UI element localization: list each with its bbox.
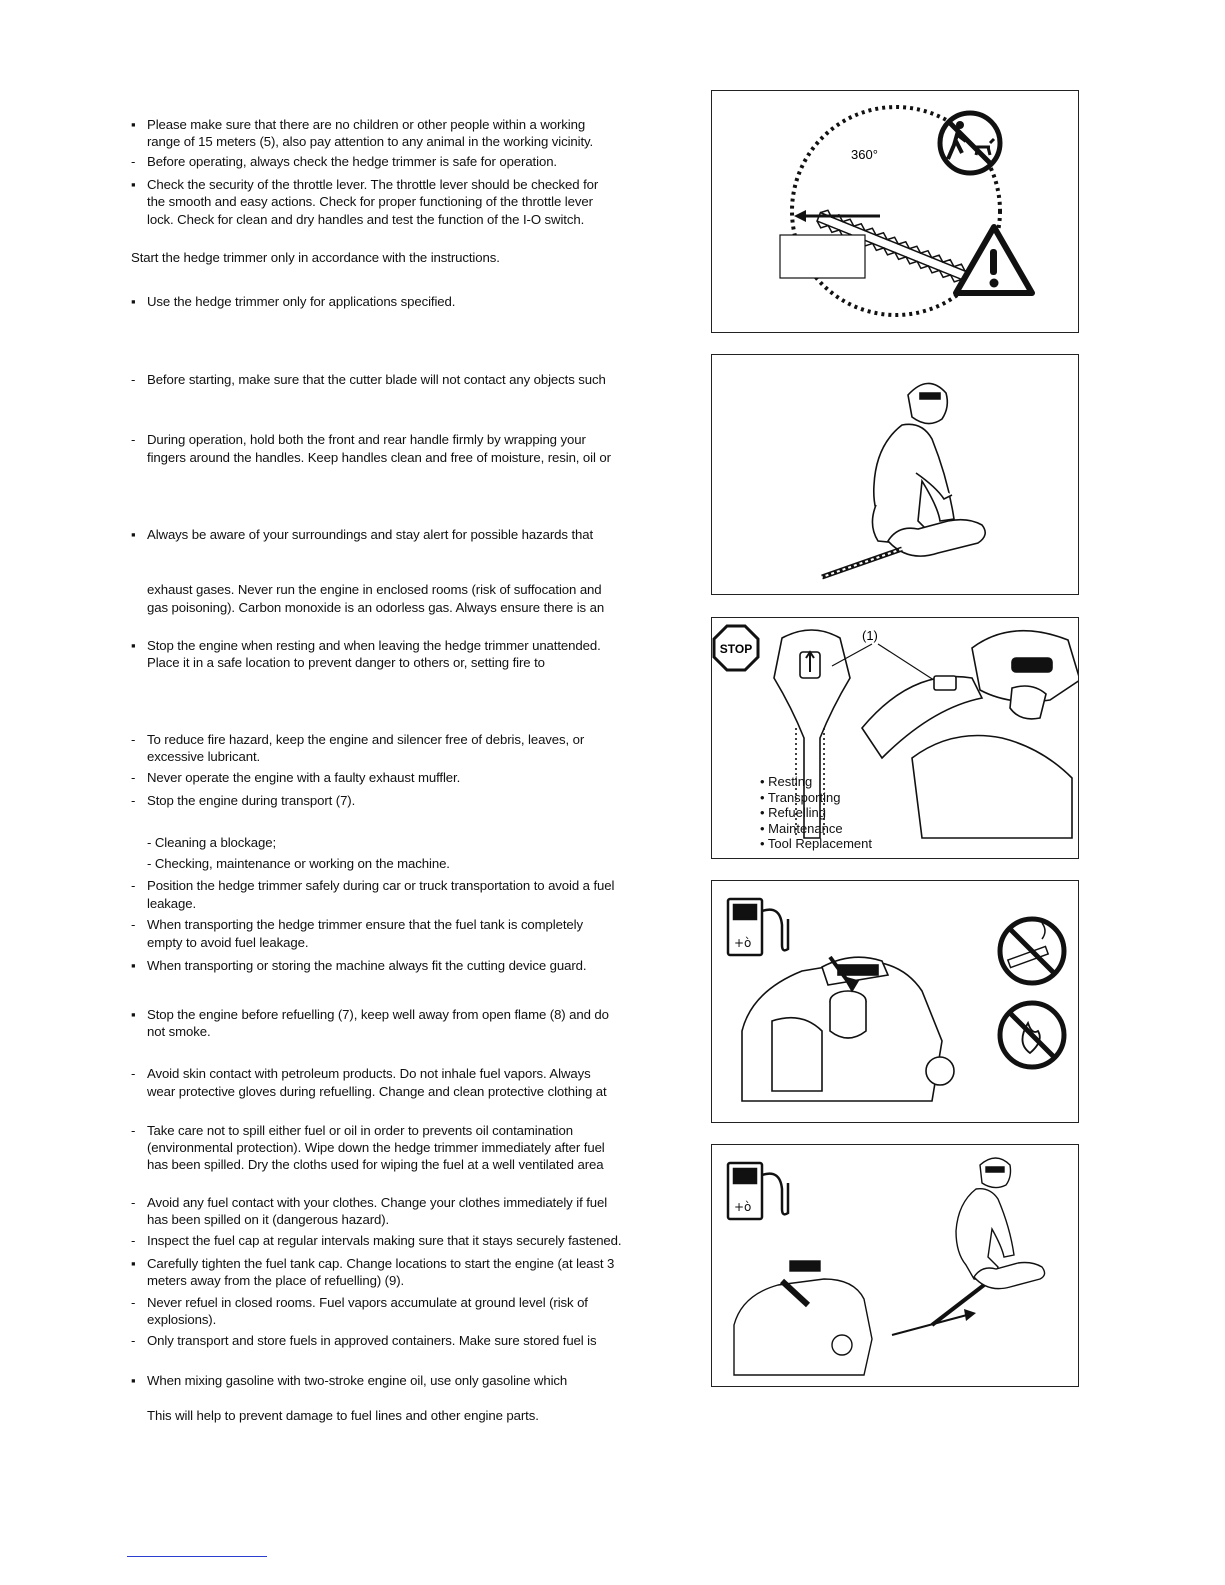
text-line: When transporting the hedge trimmer ensure that the fuel tank is completely xyxy=(147,917,583,932)
text-line: leakage. xyxy=(147,896,197,911)
engine-fuel-cap-icon xyxy=(742,957,954,1101)
bullet: - xyxy=(131,1195,136,1210)
switch-callout: (1) xyxy=(862,628,878,643)
text-line: fingers around the handles. Keep handles clean and free of moisture, resin, oil or xyxy=(147,450,611,465)
stop-sign-label: STOP xyxy=(719,642,753,656)
text-line: explosions). xyxy=(147,1312,217,1327)
arrow-head xyxy=(794,210,806,222)
move-arrow xyxy=(892,1315,967,1335)
bullet: ▪ xyxy=(131,527,136,542)
text-line: range of 15 meters (5), also pay attention to any animal in the working vicinity. xyxy=(147,134,594,149)
engine-icon xyxy=(862,631,1079,838)
figure-danger-zone xyxy=(711,90,1079,333)
text-line: Never operate the engine with a faulty exhaust muffler. xyxy=(147,770,461,785)
bullet: ▪ xyxy=(131,294,136,309)
warning-triangle-icon xyxy=(956,227,1032,293)
text-line: Carefully tighten the fuel tank cap. Change locations to start the engine (at least 3 xyxy=(147,1256,615,1271)
bullet: - xyxy=(131,1333,136,1348)
figure-stop-switch xyxy=(711,617,1079,859)
text-line: has been spilled. Dry the cloths used for wiping the fuel at a well ventilated area xyxy=(147,1157,604,1172)
stop-sign-icon xyxy=(714,626,758,670)
text-line: To reduce fire hazard, keep the engine and silencer free of debris, leaves, or xyxy=(147,732,585,747)
text-line: has been spilled on it (dangerous hazard). xyxy=(147,1212,390,1227)
bullet: ▪ xyxy=(131,638,136,653)
text-line: not smoke. xyxy=(147,1024,211,1039)
text-line: excessive lubricant. xyxy=(147,749,261,764)
condition-item: • Refuelling xyxy=(760,805,826,820)
text-line: - Cleaning a blockage; xyxy=(147,835,277,850)
figure-operator-starting xyxy=(711,354,1079,595)
text-line: Position the hedge trimmer safely during car or truck transportation to avoid a fuel xyxy=(147,878,615,893)
text-line: This will help to prevent damage to fuel lines and other engine parts. xyxy=(147,1408,539,1423)
bullet: - xyxy=(131,1066,136,1081)
text-line: Only transport and store fuels in approved containers. Make sure stored fuel is xyxy=(147,1333,597,1348)
bullet: - xyxy=(131,732,136,747)
text-line: the smooth and easy actions. Check for proper functioning of the throttle lever xyxy=(147,194,593,209)
text-line: Use the hedge trimmer only for applications specified. xyxy=(147,294,456,309)
bullet: - xyxy=(131,432,136,447)
condition-item: • Maintenance xyxy=(760,820,843,836)
bullet: - xyxy=(131,372,136,387)
text-line: When mixing gasoline with two-stroke engine oil, use only gasoline which xyxy=(147,1373,568,1388)
text-line: lock. Check for clean and dry handles and test the function of the I-O switch. xyxy=(147,212,585,227)
text-line: wear protective gloves during refuelling. Change and clean protective clothing at xyxy=(147,1084,607,1099)
text-line: Place it in a safe location to prevent danger to others or, setting fire to xyxy=(147,655,545,670)
bullet: - xyxy=(131,793,136,808)
no-smoking-icon xyxy=(1000,919,1064,983)
text-line: Check the security of the throttle lever. The throttle lever should be checked for xyxy=(147,177,599,192)
text-line: Avoid any fuel contact with your clothes. Change your clothes immediately if fuel xyxy=(147,1195,608,1210)
condition-item: • Resting xyxy=(760,774,813,789)
bullet: ▪ xyxy=(131,117,136,132)
bullet: - xyxy=(131,154,136,169)
stop-conditions-list xyxy=(760,774,872,852)
condition-item: • Tool Replacement xyxy=(760,836,872,851)
bullet: ▪ xyxy=(131,1256,136,1271)
bullet: - xyxy=(131,1123,136,1138)
angle-label: 360° xyxy=(851,147,878,162)
no-bystanders-icon xyxy=(940,113,1000,173)
figure-refuelling-hazards xyxy=(711,880,1079,1123)
text-line: During operation, hold both the front and rear handle firmly by wrapping your xyxy=(147,432,586,447)
text-line: Start the hedge trimmer only in accordance with the instructions. xyxy=(131,250,500,265)
text-line: Stop the engine when resting and when leaving the hedge trimmer unattended. xyxy=(147,638,601,653)
bullet: - xyxy=(131,770,136,785)
text-line: Always be aware of your surroundings and stay alert for possible hazards that xyxy=(147,527,594,542)
operator-icon xyxy=(932,1158,1045,1325)
bullet: - xyxy=(131,1233,136,1248)
svg-text:+ò: +ò xyxy=(734,936,752,950)
bullet: - xyxy=(131,917,136,932)
move-arrow-head xyxy=(964,1309,976,1321)
text-line: meters away from the place of refuelling) (9). xyxy=(147,1273,405,1288)
no-open-flame-icon xyxy=(1000,1003,1064,1067)
bullet: - xyxy=(131,1295,136,1310)
range-label-box xyxy=(780,235,865,278)
condition-item: • Transporting xyxy=(760,789,841,805)
bullet: ▪ xyxy=(131,1373,136,1388)
text-line: Take care not to spill either fuel or oil in order to prevents oil contamination xyxy=(147,1123,573,1138)
text-line: Avoid skin contact with petroleum products. Do not inhale fuel vapors. Always xyxy=(147,1066,591,1081)
footer-link-underline[interactable] xyxy=(127,1556,267,1557)
text-line: Stop the engine during transport (7). xyxy=(147,793,356,808)
text-line: empty to avoid fuel leakage. xyxy=(147,935,309,950)
engine-icon xyxy=(734,1261,872,1375)
bullet: ▪ xyxy=(131,1007,136,1022)
text-line: When transporting or storing the machine always fit the cutting device guard. xyxy=(147,958,587,973)
text-line: Never refuel in closed rooms. Fuel vapors accumulate at ground level (risk of xyxy=(147,1295,588,1310)
text-line: Please make sure that there are no children or other people within a working xyxy=(147,117,586,132)
text-line: Stop the engine before refuelling (7), keep well away from open flame (8) and do xyxy=(147,1007,609,1022)
text-line: (environmental protection). Wipe down the hedge trimmer immediately after fuel xyxy=(147,1140,605,1155)
trimmer-icon xyxy=(822,520,985,577)
text-line: gas poisoning). Carbon monoxide is an odorless gas. Always ensure there is an xyxy=(147,600,605,615)
figure-move-after-refuelling xyxy=(711,1144,1079,1387)
bullet: ▪ xyxy=(131,177,136,192)
fuel-pump-icon xyxy=(728,899,788,955)
text-line: Before operating, always check the hedge trimmer is safe for operation. xyxy=(147,154,557,169)
svg-text:+ò: +ò xyxy=(734,1200,752,1214)
text-line: Inspect the fuel cap at regular intervals making sure that it stays securely fastened. xyxy=(147,1233,622,1248)
bullet: ▪ xyxy=(131,958,136,973)
fuel-pump-icon xyxy=(728,1163,788,1219)
text-line: exhaust gases. Never run the engine in enclosed rooms (risk of suffocation and xyxy=(147,582,602,597)
bullet: - xyxy=(131,878,136,893)
text-line: - Checking, maintenance or working on the machine. xyxy=(147,856,450,871)
text-line: Before starting, make sure that the cutter blade will not contact any objects such xyxy=(147,372,606,387)
